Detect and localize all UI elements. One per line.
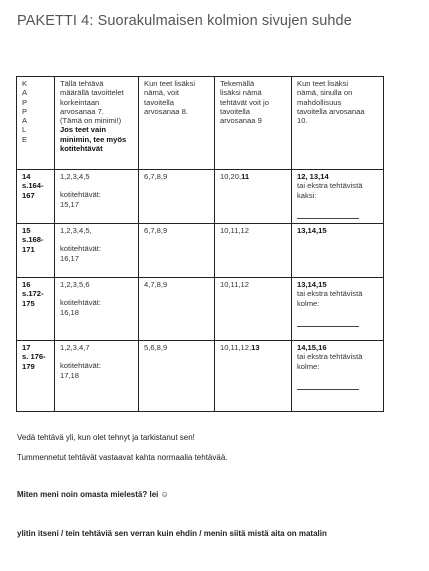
chapter-cell: 17 s. 176- 179 (17, 341, 55, 412)
table-header-row (17, 77, 384, 170)
grade8-tasks-cell: 4,7,8,9 (139, 278, 215, 341)
page-title: PAKETTI 4: Suorakulmaisen kolmion sivujen suhde (17, 13, 352, 29)
grade10-tasks-cell: 13,14,15 (292, 224, 384, 278)
table-row (17, 341, 384, 412)
header-grade7-cell: Tällä tehtävä määrällä tavoittelet korkeintaan arvosanaa 7. (Tämä on minimi!) Jos teet vain minimin, tee myös kotitehtävät (55, 77, 139, 170)
fill-in-blank-line[interactable] (297, 218, 359, 219)
chapter-cell: 15 s.168- 171 (17, 224, 55, 278)
table-row (17, 170, 384, 224)
basic-tasks-cell: 1,2,3,5,6 kotitehtävät: 16,18 (55, 278, 139, 341)
grade10-tasks-cell: 12, 13,14 tai ekstra tehtävistä kaksi: (292, 170, 384, 224)
chapter-cell: 14 s.164- 167 (17, 170, 55, 224)
self-assessment-options: ylitin itseni / tein tehtäviä sen verran kuin ehdin / menin siitä mistä aita on matalin (17, 529, 327, 538)
basic-tasks-cell: 1,2,3,4,5, kotitehtävät: 16,17 (55, 224, 139, 278)
grade8-tasks-cell: 6,7,8,9 (139, 170, 215, 224)
table-row (17, 278, 384, 341)
header-grade10-cell: Kun teet lisäksi nämä, sinulla on mahdollisuus tavoitella arvosanaa 10. (292, 77, 384, 170)
basic-tasks-cell: 1,2,3,4,5 kotitehtävät: 15,17 (55, 170, 139, 224)
table-row (17, 224, 384, 278)
instruction-bold-tasks: Tummennetut tehtävät vastaavat kahta normaalia tehtävää. (17, 453, 228, 462)
fill-in-blank-line[interactable] (297, 389, 359, 390)
header-grade8-cell: Kun teet lisäksi nämä, voit tavoitella arvosanaa 8. (139, 77, 215, 170)
grade9-tasks-cell: 10,11,12 (215, 224, 292, 278)
grade9-tasks-cell: 10,11,12 (215, 278, 292, 341)
grade9-tasks-cell: 10,11,12,13 (215, 341, 292, 412)
task-plan-table (16, 76, 384, 412)
header-kappale-cell (17, 77, 55, 170)
grade10-tasks-cell: 13,14,15 tai ekstra tehtävistä kolme: (292, 278, 384, 341)
grade9-tasks-cell: 10,20,11 (215, 170, 292, 224)
chapter-cell: 16 s.172- 175 (17, 278, 55, 341)
instruction-cross-out: Vedä tehtävä yli, kun olet tehnyt ja tarkistanut sen! (17, 433, 195, 442)
smiley-icon: lei ☺ (149, 490, 169, 499)
header-grade9-cell: Tekemällä lisäksi nämä tehtävät voit jo tavoitella arvosanaa 9 (215, 77, 292, 170)
kappale-vertical-label: K A P P A L E (22, 79, 28, 144)
grade8-tasks-cell: 5,6,8,9 (139, 341, 215, 412)
grade10-tasks-cell: 14,15,16 tai ekstra tehtävistä kolme: (292, 341, 384, 412)
fill-in-blank-line[interactable] (297, 326, 359, 327)
grade8-tasks-cell: 6,7,8,9 (139, 224, 215, 278)
self-assessment-question: Miten meni noin omasta mielestä? lei ☺ (17, 490, 169, 499)
basic-tasks-cell: 1,2,3,4,7 kotitehtävät: 17,18 (55, 341, 139, 412)
